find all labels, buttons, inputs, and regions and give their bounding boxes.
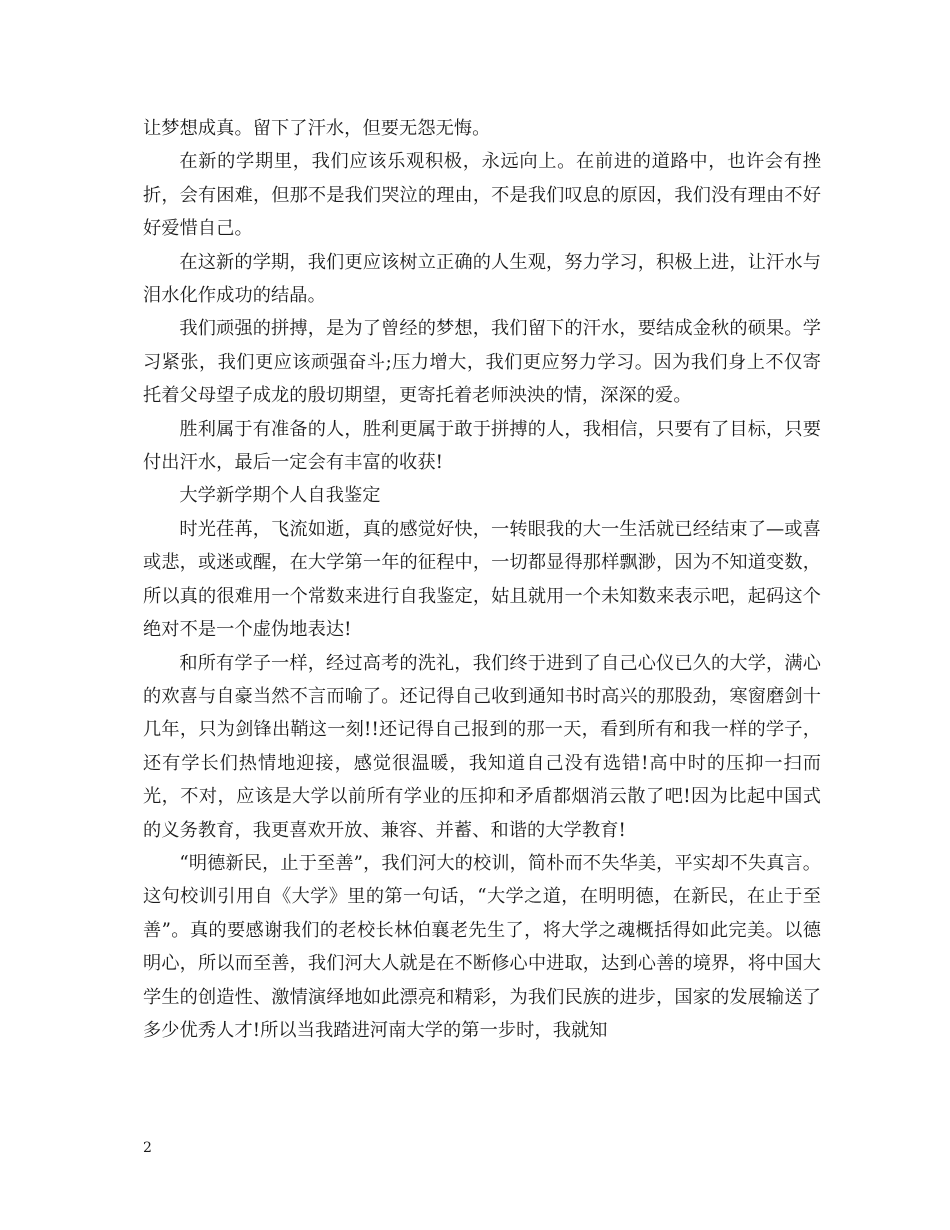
document-body [143,112,821,1047]
paragraph: 时光荏苒，飞流如逝，真的感觉好快，一转眼我的大一生活就已经结束了—或喜或悲，或迷或醒，在大学第一年的征程中，一切都显得那样飘渺，因为不知道变数，所以真的很难用一个常数来进行自我鉴定，姑且就用一个未知数来表示吧，起码这个绝对不是一个虚伪地表达! [143,518,821,641]
paragraph: 让梦想成真。留下了汗水，但要无怨无悔。 [143,118,491,139]
paragraph: 和所有学子一样，经过高考的洗礼，我们终于进到了自己心仪已久的大学，满心的欢喜与自豪当然不言而喻了。还记得自己收到通知书时高兴的那股劲，寒窗磨剑十几年，只为剑锋出鞘这一刻!!还记得自己报到的那一天，看到所有和我一样的学子，还有学长们热情地迎接，感觉很温暖，我知道自己没有选错!高中时的压抑一扫而光，不对，应该是大学以前所有学业的压抑和矛盾都烟消云散了吧!因为比起中国式的义务教育，我更喜欢开放、兼容、并蓄、和谐的大学教育! [143,652,821,841]
paragraph: “明德新民，止于至善”，我们河大的校训，简朴而不失华美，平实却不失真言。这句校训引用自《大学》里的第一句话，“大学之道，在明明德，在新民，在止于至善”。真的要感谢我们的老校长林伯襄老先生了，将大学之魂概括得如此完美。以德明心，所以而至善，我们河大人就是在不断修心中进取，达到心善的境界，将中国大学生的创造性、激情演绎地如此漂亮和精彩，为我们民族的进步，国家的发展输送了多少优秀人才!所以当我踏进河南大学的第一步时，我就知 [143,852,821,1041]
page-number: 2 [143,1140,152,1156]
section-heading: 大学新学期个人自我鉴定 [179,485,381,507]
paragraph: 在这新的学期，我们更应该树立正确的人生观，努力学习，积极上进，让汗水与泪水化作成功的结晶。 [143,251,821,307]
paragraph: 我们顽强的拼搏，是为了曾经的梦想，我们留下的汗水，要结成金秋的硕果。学习紧张，我们更应该顽强奋斗;压力增大，我们更应努力学习。因为我们身上不仅寄托着父母望子成龙的殷切期望，更寄托着老师泱泱的情，深深的爱。 [143,318,821,407]
paragraph: 在新的学期里，我们应该乐观积极，永远向上。在前进的道路中，也许会有挫折，会有困难，但那不是我们哭泣的理由，不是我们叹息的原因，我们没有理由不好好爱惜自己。 [143,151,821,240]
paragraph: 胜利属于有准备的人，胜利更属于敢于拼搏的人，我相信，只要有了目标，只要付出汗水，最后一定会有丰富的收获! [143,418,821,474]
